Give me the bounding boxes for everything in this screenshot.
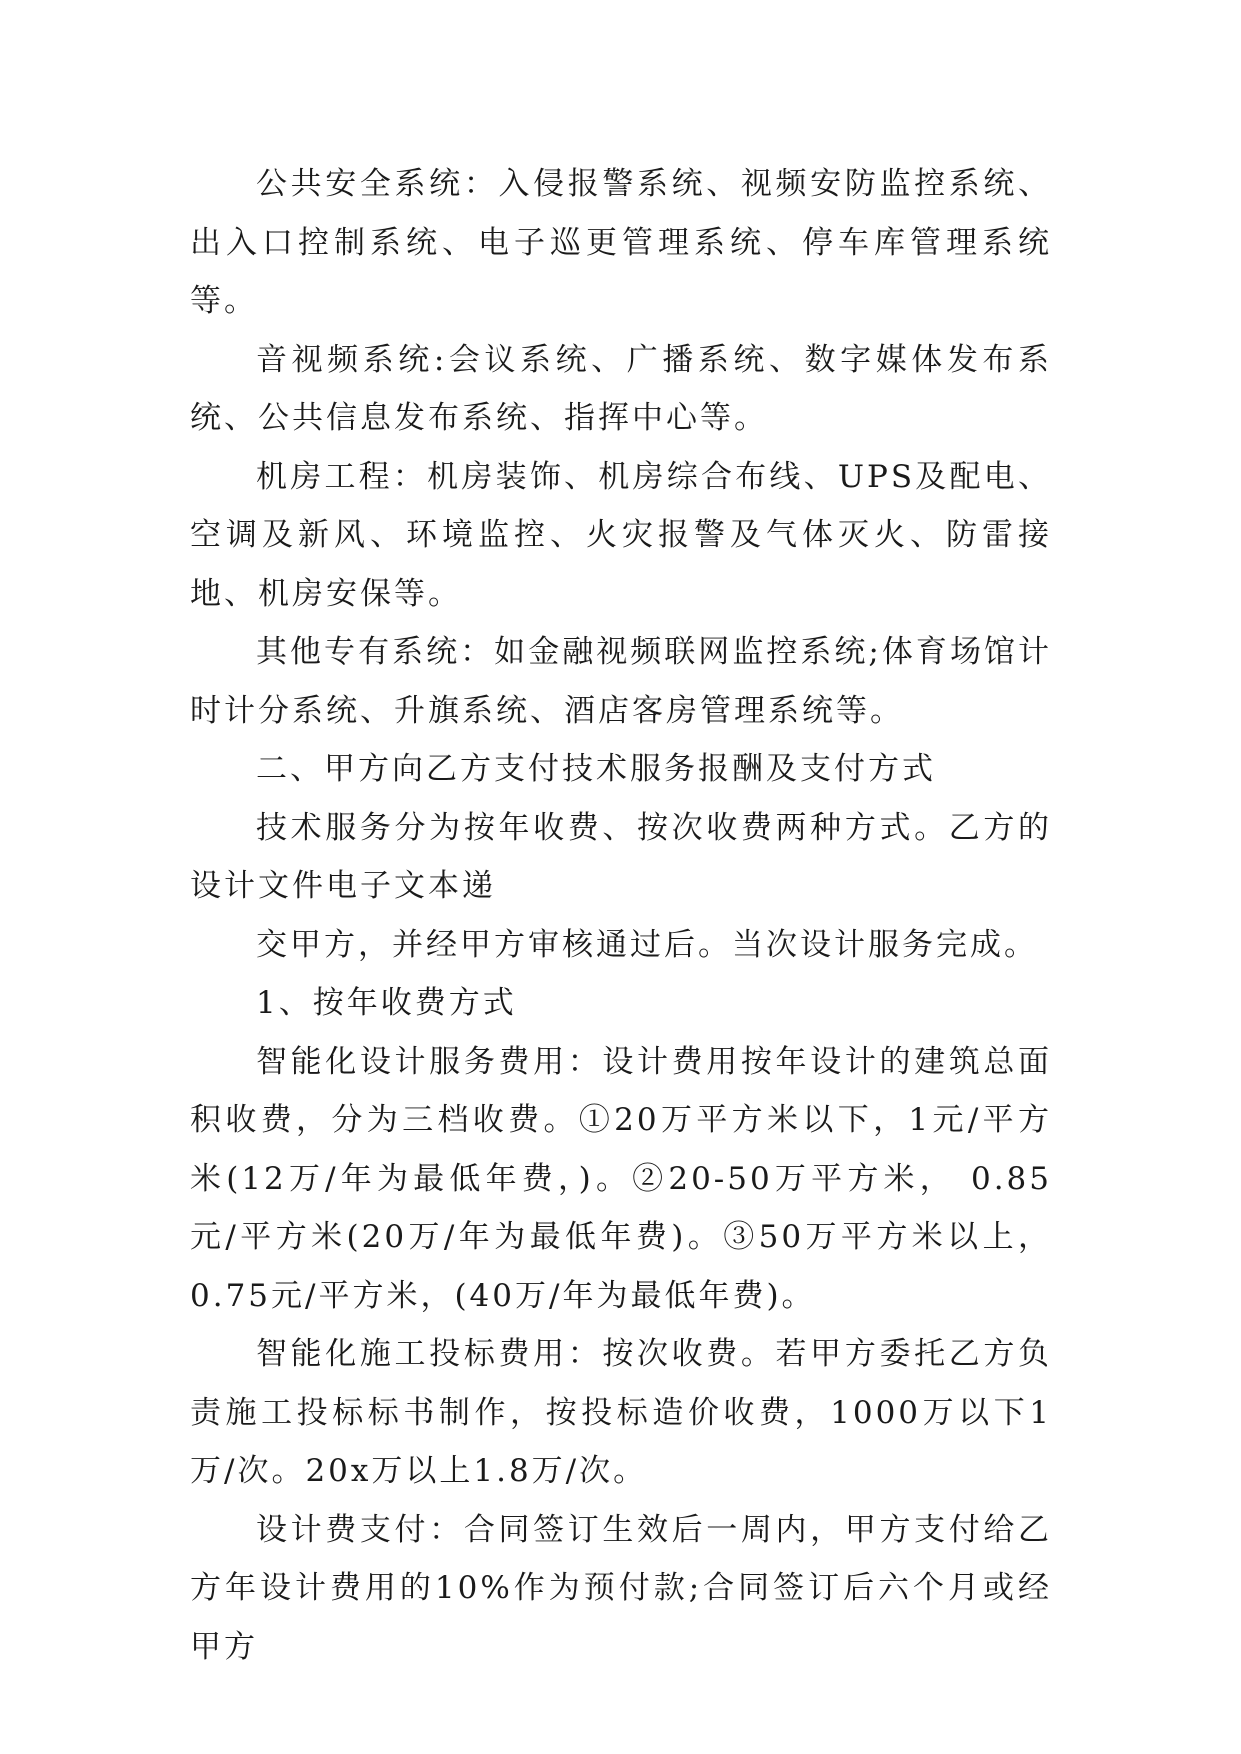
paragraph-fee-payment: 设计费支付：合同签订生效后一周内，甲方支付给乙方年设计费用的10%作为预付款;合同签订后六个月或经甲方 (190, 1511, 1052, 1665)
paragraph-bid-fee: 智能化施工投标费用：按次收费。若甲方委托乙方负责施工投标标书制作，按投标造价收费，1000万以下1万/次。20x万以上1.8万/次。 (190, 1336, 1052, 1489)
subheading-annual-fee: 1、按年收费方式 (256, 985, 517, 1021)
paragraph-public-security: 公共安全系统：入侵报警系统、视频安防监控系统、出入口控制系统、电子巡更管理系统、停车库管理系统等。 (190, 166, 1052, 319)
section-heading-payment: 二、甲方向乙方支付技术服务报酬及支付方式 (256, 751, 936, 787)
paragraph-service-modes: 技术服务分为按年收费、按次收费两种方式。乙方的设计文件电子文本递 (190, 809, 1052, 904)
paragraph-audio-video: 音视频系统:会议系统、广播系统、数字媒体发布系统、公共信息发布系统、指挥中心等。 (190, 341, 1052, 436)
document-body (190, 155, 1052, 1676)
paragraph-other-systems: 其他专有系统：如金融视频联网监控系统;体育场馆计时计分系统、升旗系统、酒店客房管理系统等。 (190, 634, 1052, 729)
paragraph-design-fee: 智能化设计服务费用：设计费用按年设计的建筑总面积收费，分为三档收费。①20万平方米以下，1元/平方米(12万/年为最低年费，)。②20-50万平方米， 0.85元/平方米(20万/年为最低年费)。③50万平方米以上，0.75元/平方米，(40万/年为最低年费)。 (190, 1043, 1052, 1314)
paragraph-submission: 交甲方，并经甲方审核通过后。当次设计服务完成。 (256, 926, 1038, 963)
paragraph-machine-room: 机房工程：机房装饰、机房综合布线、UPS及配电、空调及新风、环境监控、火灾报警及气体灭火、防雷接地、机房安保等。 (190, 458, 1052, 612)
